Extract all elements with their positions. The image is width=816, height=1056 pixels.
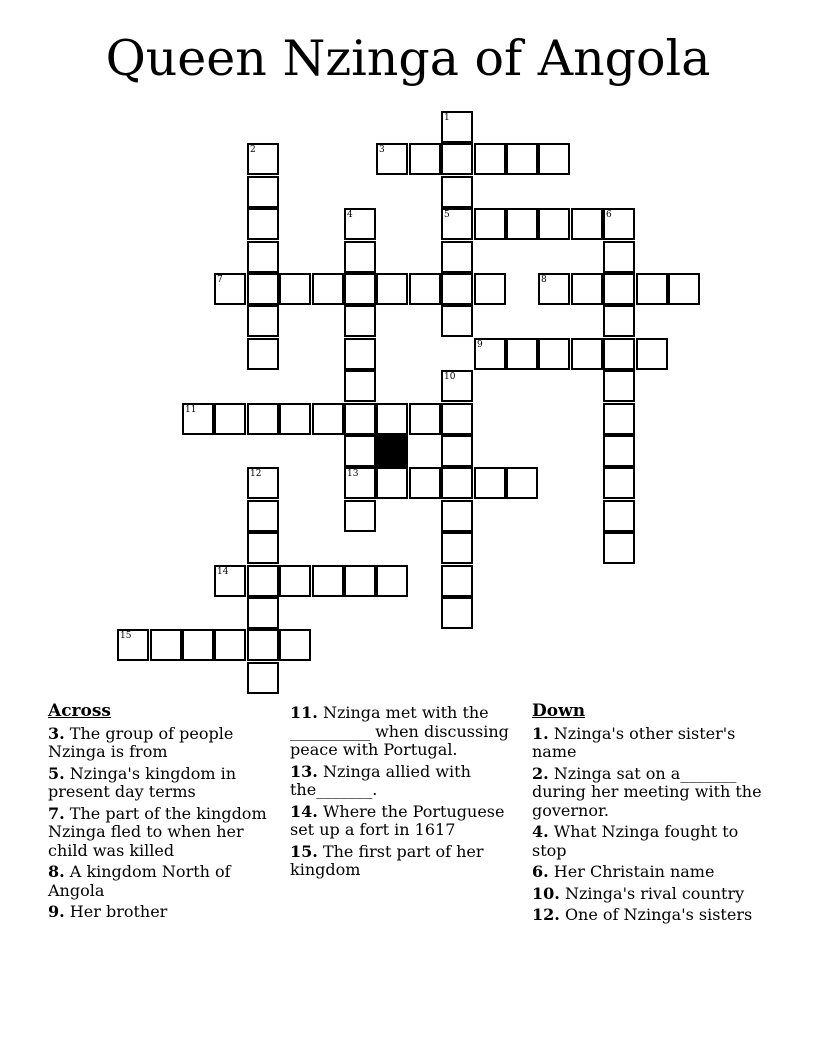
grid-cell[interactable]: [441, 305, 473, 337]
clue-number: 10: [444, 372, 456, 382]
grid-cell[interactable]: [603, 273, 635, 305]
grid-cell[interactable]: [603, 338, 635, 370]
across-clues-column: [48, 702, 288, 925]
grid-cell[interactable]: [344, 565, 376, 597]
grid-cell[interactable]: [474, 467, 506, 499]
grid-cell[interactable]: [247, 208, 279, 240]
clue-text: The part of the kingdom Nzinga fled to when her child was killed: [48, 803, 267, 860]
clue-text: What Nzinga fought to stop: [532, 822, 739, 860]
grid-cell[interactable]: [214, 565, 246, 597]
grid-cell[interactable]: [668, 273, 700, 305]
clue-text: The group of people Nzinga is from: [48, 723, 234, 761]
clue-item: [48, 903, 288, 922]
grid-cell[interactable]: [247, 467, 279, 499]
grid-cell[interactable]: [506, 143, 538, 175]
clue-number-label: 10.: [532, 883, 560, 903]
clue-number: 7: [217, 275, 223, 285]
grid-cell[interactable]: [376, 467, 408, 499]
grid-cell[interactable]: [247, 176, 279, 208]
grid-cell[interactable]: [571, 273, 603, 305]
grid-cell[interactable]: [636, 338, 668, 370]
grid-cell[interactable]: [506, 338, 538, 370]
clue-item: [290, 704, 530, 760]
clue-text: Nzinga allied with the_______.: [290, 761, 471, 799]
grid-cell[interactable]: [474, 208, 506, 240]
grid-cell[interactable]: [538, 143, 570, 175]
grid-block: [376, 435, 408, 467]
grid-cell[interactable]: [117, 629, 149, 661]
grid-cell[interactable]: [376, 273, 408, 305]
grid-cell[interactable]: [538, 273, 570, 305]
grid-cell[interactable]: [441, 111, 473, 143]
grid-cell[interactable]: [279, 403, 311, 435]
grid-cell[interactable]: [538, 208, 570, 240]
grid-cell[interactable]: [214, 273, 246, 305]
clue-number: 12: [250, 469, 262, 479]
clue-item: [532, 823, 772, 860]
grid-cell[interactable]: [247, 403, 279, 435]
clue-number: 3: [379, 145, 385, 155]
across-clues-column-2: [290, 704, 530, 883]
grid-cell[interactable]: [312, 403, 344, 435]
clue-number-label: 3.: [48, 723, 65, 743]
grid-cell[interactable]: [603, 241, 635, 273]
clue-number-label: 13.: [290, 761, 318, 781]
grid-cell[interactable]: [603, 403, 635, 435]
clue-text: One of Nzinga's sisters: [564, 905, 753, 924]
clue-item: [532, 765, 772, 821]
grid-cell[interactable]: [247, 305, 279, 337]
grid-cell[interactable]: [474, 338, 506, 370]
grid-cell[interactable]: [603, 305, 635, 337]
grid-cell[interactable]: [571, 338, 603, 370]
grid-cell[interactable]: [247, 597, 279, 629]
clue-number: 1: [444, 113, 450, 123]
grid-cell[interactable]: [247, 273, 279, 305]
clue-number: 2: [250, 145, 256, 155]
grid-cell[interactable]: [409, 273, 441, 305]
grid-cell[interactable]: [247, 532, 279, 564]
clue-text: Where the Portuguese set up a fort in 1617: [290, 801, 505, 839]
grid-cell[interactable]: [506, 467, 538, 499]
grid-cell[interactable]: [474, 143, 506, 175]
clue-item: [48, 805, 288, 861]
grid-cell[interactable]: [571, 208, 603, 240]
grid-cell[interactable]: [376, 403, 408, 435]
clue-text: Nzinga's kingdom in present day terms: [48, 763, 237, 801]
clue-item: [48, 863, 288, 900]
clue-number: 4: [347, 210, 353, 220]
grid-cell[interactable]: [344, 467, 376, 499]
grid-cell[interactable]: [441, 273, 473, 305]
grid-cell[interactable]: [441, 597, 473, 629]
clue-item: [48, 725, 288, 762]
clue-item: [290, 803, 530, 840]
clue-item: [290, 763, 530, 800]
grid-cell[interactable]: [603, 500, 635, 532]
grid-cell[interactable]: [441, 208, 473, 240]
clue-number-label: 5.: [48, 763, 65, 783]
grid-cell[interactable]: [376, 565, 408, 597]
clue-number: 15: [120, 631, 132, 641]
grid-cell[interactable]: [506, 208, 538, 240]
clue-number-label: 1.: [532, 723, 549, 743]
clue-text: Her Christain name: [553, 862, 715, 881]
clue-number-label: 7.: [48, 803, 65, 823]
clue-number-label: 4.: [532, 822, 549, 841]
grid-cell[interactable]: [409, 403, 441, 435]
grid-cell[interactable]: [603, 208, 635, 240]
grid-cell[interactable]: [247, 241, 279, 273]
grid-cell[interactable]: [441, 176, 473, 208]
grid-cell[interactable]: [441, 370, 473, 402]
grid-cell[interactable]: [214, 629, 246, 661]
grid-cell[interactable]: [474, 273, 506, 305]
clue-number-label: 14.: [290, 801, 318, 821]
grid-cell[interactable]: [247, 500, 279, 532]
grid-cell[interactable]: [409, 143, 441, 175]
clue-text: Nzinga met with the __________ when discussing peace with Portugal.: [290, 703, 509, 759]
grid-cell[interactable]: [441, 241, 473, 273]
grid-cell[interactable]: [279, 565, 311, 597]
clue-number: 14: [217, 567, 229, 577]
grid-cell[interactable]: [344, 241, 376, 273]
clue-number: 6: [606, 210, 612, 220]
clue-number: 9: [477, 340, 483, 350]
clue-item: [532, 863, 772, 882]
grid-cell[interactable]: [247, 629, 279, 661]
down-heading: Down: [532, 701, 586, 721]
grid-cell[interactable]: [279, 273, 311, 305]
clue-text: Her brother: [69, 902, 168, 921]
grid-cell[interactable]: [441, 467, 473, 499]
grid-cell[interactable]: [279, 629, 311, 661]
clue-number-label: 2.: [532, 763, 549, 783]
clue-number-label: 15.: [290, 841, 318, 861]
down-clues-column: [532, 702, 772, 928]
grid-cell[interactable]: [441, 532, 473, 564]
clue-item: [290, 843, 530, 880]
grid-cell[interactable]: [441, 143, 473, 175]
clue-number-label: 9.: [48, 902, 65, 921]
grid-cell[interactable]: [247, 662, 279, 694]
grid-cell[interactable]: [344, 500, 376, 532]
clue-text: Nzinga's other sister's name: [532, 723, 736, 761]
grid-cell[interactable]: [344, 435, 376, 467]
across-heading: Across: [48, 701, 111, 721]
clue-number: 11: [185, 405, 197, 415]
grid-cell[interactable]: [344, 338, 376, 370]
grid-cell[interactable]: [182, 403, 214, 435]
clue-number: 8: [541, 275, 547, 285]
clue-item: [532, 725, 772, 762]
grid-cell[interactable]: [344, 403, 376, 435]
grid-cell[interactable]: [603, 435, 635, 467]
grid-cell[interactable]: [409, 467, 441, 499]
grid-cell[interactable]: [603, 370, 635, 402]
clue-item: [532, 885, 772, 904]
grid-cell[interactable]: [441, 435, 473, 467]
grid-cell[interactable]: [636, 273, 668, 305]
grid-cell[interactable]: [312, 565, 344, 597]
clue-number-label: 8.: [48, 862, 65, 881]
grid-cell[interactable]: [247, 338, 279, 370]
grid-cell[interactable]: [344, 273, 376, 305]
clue-text: Nzinga sat on a_______ during her meeting with the governor.: [532, 763, 762, 820]
grid-cell[interactable]: [344, 305, 376, 337]
grid-cell[interactable]: [344, 208, 376, 240]
clue-number: 13: [347, 469, 359, 479]
clue-number-label: 11.: [290, 703, 318, 722]
clue-number: 5: [444, 210, 450, 220]
clue-text: Nzinga's rival country: [564, 883, 745, 903]
grid-cell[interactable]: [376, 143, 408, 175]
grid-cell[interactable]: [603, 532, 635, 564]
grid-cell[interactable]: [312, 273, 344, 305]
grid-cell[interactable]: [247, 565, 279, 597]
clue-text: The first part of her kingdom: [290, 841, 484, 879]
clue-item: [48, 765, 288, 802]
grid-cell[interactable]: [441, 403, 473, 435]
clue-number-label: 6.: [532, 862, 549, 881]
clue-item: [532, 906, 772, 925]
grid-cell[interactable]: [182, 629, 214, 661]
grid-cell[interactable]: [603, 467, 635, 499]
grid-cell[interactable]: [344, 370, 376, 402]
clue-number-label: 12.: [532, 905, 560, 924]
grid-cell[interactable]: [247, 143, 279, 175]
grid-cell[interactable]: [441, 565, 473, 597]
clue-text: A kingdom North of Angola: [48, 862, 231, 900]
grid-cell[interactable]: [441, 500, 473, 532]
grid-cell[interactable]: [214, 403, 246, 435]
page-title: Queen Nzinga of Angola: [105, 30, 711, 87]
grid-cell[interactable]: [538, 338, 570, 370]
grid-cell[interactable]: [150, 629, 182, 661]
